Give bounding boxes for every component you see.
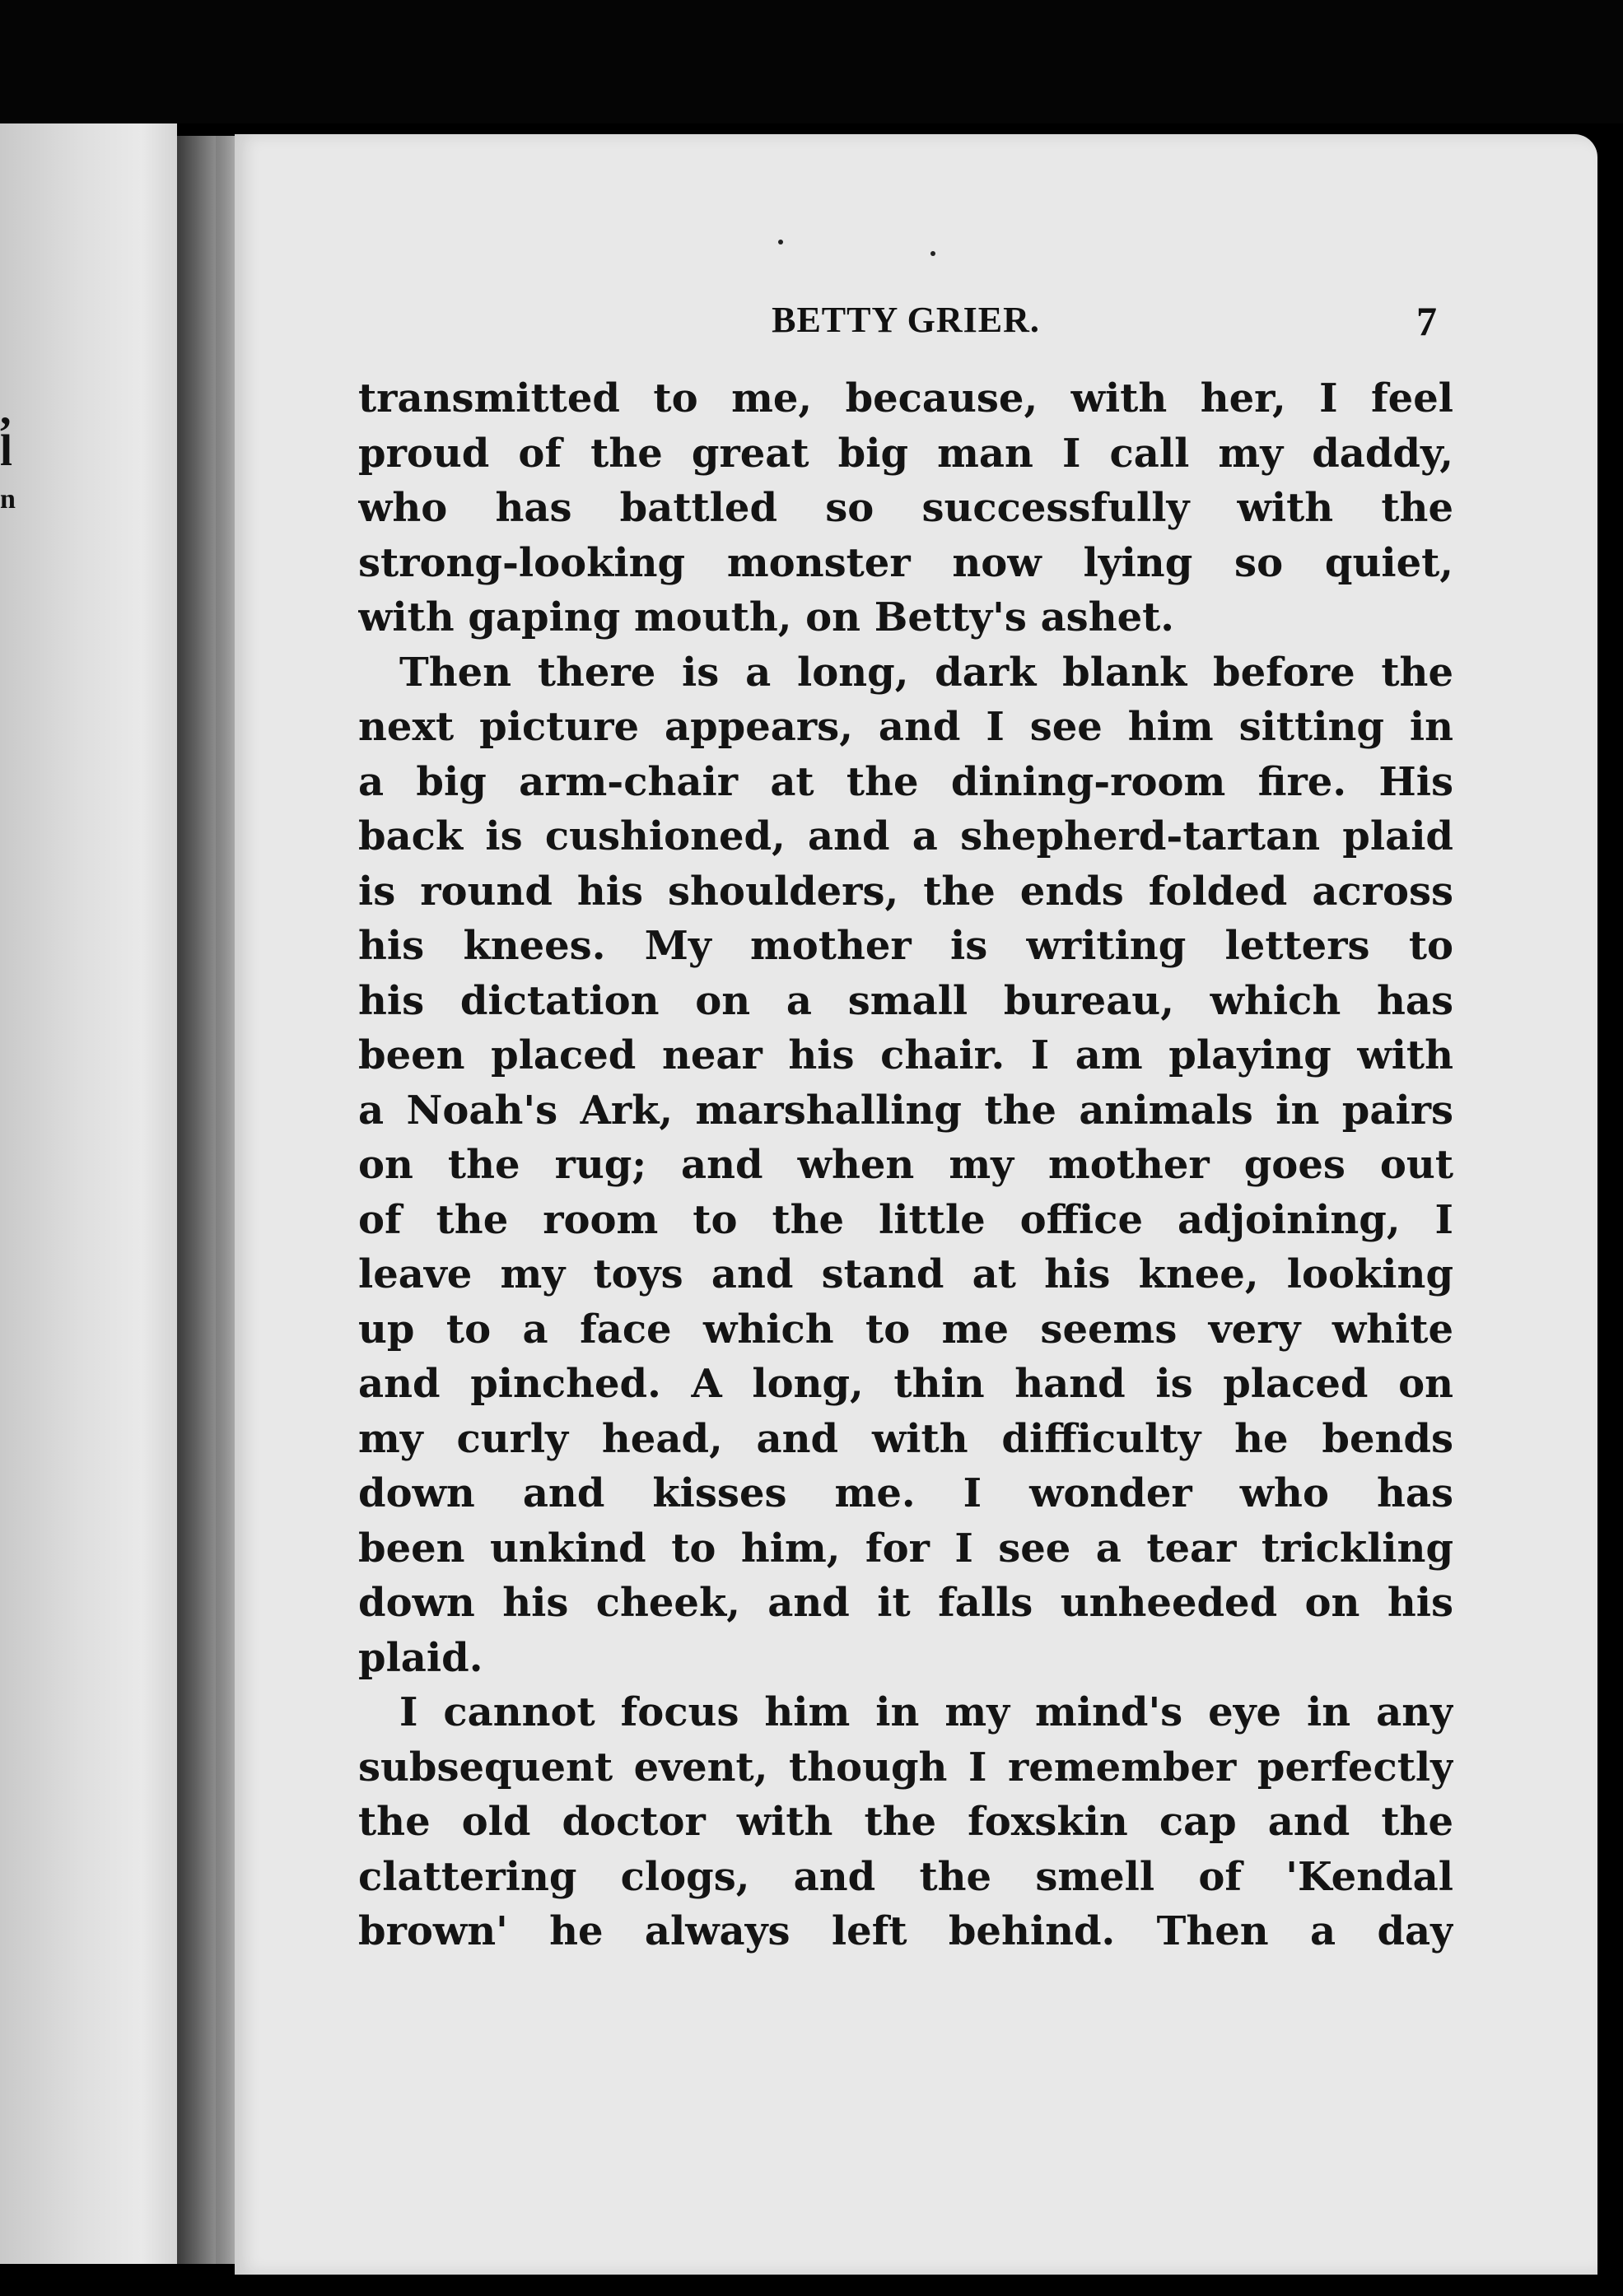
text-line: my curly head, and with difficulty he bends	[358, 1415, 1453, 1462]
text-line: brown' he always left behind. Then a day	[358, 1908, 1453, 1954]
scan-speck	[930, 251, 935, 256]
text-line: plaid.	[358, 1634, 483, 1681]
text-line: been unkind to him, for I see a tear trickling	[358, 1525, 1453, 1572]
text-line: up to a face which to me seems very white	[358, 1306, 1453, 1353]
book-page	[235, 134, 1597, 2275]
text-line: clattering clogs, and the smell of 'Kendal	[358, 1853, 1453, 1900]
text-line: a Noah's Ark, marshalling the animals in pairs	[358, 1087, 1453, 1134]
text-line: of the room to the little office adjoining, I	[358, 1196, 1453, 1243]
text-line: a big arm-chair at the dining-room fire. His	[358, 758, 1453, 805]
text-line: next picture appears, and I see him sitting in	[358, 704, 1453, 750]
text-line: back is cushioned, and a shepherd-tartan plaid	[358, 813, 1453, 859]
text-line: is round his shoulders, the ends folded across	[358, 868, 1453, 915]
running-title: BETTY GRIER.	[772, 300, 1040, 340]
text-line: his knees. My mother is writing letters to	[358, 923, 1453, 969]
text-line: down and kisses me. I wonder who has	[358, 1470, 1453, 1516]
text-line: I cannot focus him in my mind's eye in any	[399, 1689, 1453, 1735]
text-line: transmitted to me, because, with her, I feel	[358, 375, 1453, 421]
text-line: on the rug; and when my mother goes out	[358, 1142, 1453, 1188]
text-line: who has battled so successfully with the	[358, 485, 1453, 531]
text-line: subsequent event, though I remember perfectly	[358, 1744, 1453, 1791]
facing-page-edge	[0, 123, 177, 2264]
text-line: the old doctor with the foxskin cap and the	[358, 1799, 1453, 1845]
text-line: been placed near his chair. I am playing with	[358, 1032, 1453, 1078]
facing-page-char: l	[0, 426, 13, 475]
paragraph	[358, 371, 1453, 645]
facing-page-char: ,	[0, 384, 12, 434]
text-line: strong-looking monster now lying so quiet,	[358, 539, 1453, 586]
running-head	[358, 299, 1453, 356]
body-text	[358, 371, 1453, 1959]
text-line: proud of the great big man I call my daddy,	[358, 430, 1453, 477]
scan-border-top	[0, 0, 1623, 123]
page-number: 7	[1416, 298, 1437, 344]
scan-speck	[778, 240, 783, 245]
paragraph	[358, 645, 1453, 1686]
paragraph	[358, 1685, 1453, 1959]
text-line: with gaping mouth, on Betty's ashet.	[358, 594, 1175, 640]
page-content	[358, 299, 1453, 1959]
text-line: and pinched. A long, thin hand is placed on	[358, 1361, 1453, 1407]
facing-page-char: n	[0, 484, 16, 515]
text-line: Then there is a long, dark blank before the	[399, 649, 1453, 696]
text-line: his dictation on a small bureau, which has	[358, 977, 1453, 1024]
text-line: leave my toys and stand at his knee, looking	[358, 1251, 1453, 1297]
text-line: down his cheek, and it falls unheeded on his	[358, 1580, 1453, 1626]
